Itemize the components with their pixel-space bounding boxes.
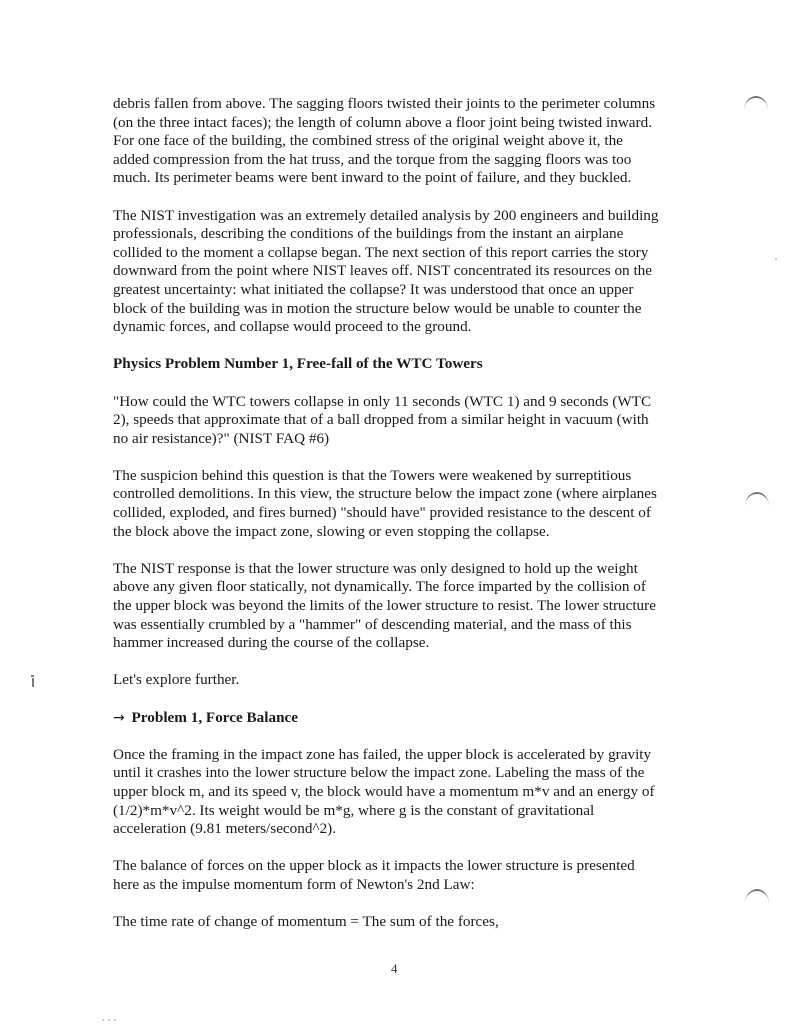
paragraph-nist-response <box>113 560 683 653</box>
margin-mark <box>32 678 34 687</box>
text-line: The NIST investigation was an extremely detailed analysis by 200 engineers and building <box>113 206 659 224</box>
text-line: The suspicion behind this question is that the Towers were weakened by surreptitious <box>113 466 632 484</box>
text-line: downward from the point where NIST leaves off. NIST concentrated its resources on the <box>113 262 653 280</box>
paragraph-balance <box>113 857 683 894</box>
text-line: collided, exploded, and fires burned) "should have" provided resistance to the descent of <box>113 504 651 522</box>
text-line: was essentially crumbled by a "hammer" of descending material, and the mass of this <box>113 615 632 633</box>
paragraph-rate-of-change <box>113 913 683 932</box>
text-line: The NIST response is that the lower structure was only designed to hold up the weight <box>113 559 638 577</box>
text-line: For one face of the building, the combined stress of the original weight above it, the <box>113 132 623 150</box>
text-line: here as the impulse momentum form of Newton's 2nd Law: <box>113 875 475 893</box>
text-line: (on the three intact faces); the length of column above a floor joint being twisted inward. <box>113 113 652 131</box>
text-line: above any given floor statically, not dynamically. The force imparted by the collision of <box>113 578 646 596</box>
text-line: upper block m, and its speed v, the block would have a momentum m*v and an energy of <box>113 782 655 800</box>
text-line: the upper block was beyond the limits of the lower structure to resist. The lower structure <box>113 597 656 615</box>
text-line: controlled demolitions. In this view, the structure below the impact zone (where airplanes <box>113 485 657 503</box>
heading-text: Problem 1, Force Balance <box>131 708 298 726</box>
text-line: until it crashes into the lower structure below the impact zone. Labeling the mass of the <box>113 764 645 782</box>
paragraph-explore <box>113 671 683 690</box>
page-number: 4 <box>391 961 398 976</box>
text-line: hammer increased during the course of the collapse. <box>113 634 430 652</box>
text-line: added compression from the hat truss, and the torque from the sagging floors was too <box>113 150 632 168</box>
text-line: Once the framing in the impact zone has failed, the upper block is accelerated by gravity <box>113 745 652 763</box>
text-line: professionals, describing the conditions of the buildings from the instant an airplane <box>113 225 624 243</box>
paragraph-debris <box>113 95 683 188</box>
text-line: The time rate of change of momentum = The sum of the forces, <box>113 913 499 931</box>
paragraph-framing <box>113 746 683 839</box>
text-line: debris fallen from above. The sagging floors twisted their joints to the perimeter columns <box>113 95 656 112</box>
hole-punch-mark <box>745 492 769 506</box>
text-line: block of the building was in motion the structure below would be unable to counter the <box>113 299 642 317</box>
text-line: much. Its perimeter beams were bent inward to the point of failure, and they buckled. <box>113 169 632 187</box>
text-line: the block above the impact zone, slowing or even stopping the collapse. <box>113 522 550 540</box>
section-heading-force-balance <box>113 709 683 728</box>
paragraph-nist-investigation <box>113 207 683 337</box>
scan-speck <box>775 258 777 260</box>
text-line: (1/2)*m*v^2. Its weight would be m*g, where g is the constant of gravitational <box>113 801 595 819</box>
text-line: no air resistance)?" (NIST FAQ #6) <box>113 429 330 447</box>
hole-punch-mark <box>744 96 768 110</box>
text-line: collided to the moment a collapse began. The next section of this report carries the story <box>113 243 649 261</box>
paragraph-question-quote <box>113 393 683 449</box>
paragraph-suspicion <box>113 467 683 541</box>
text-line: greatest uncertainty: what initiated the collapse? It was understood that once an upper <box>113 280 634 298</box>
scan-speck <box>102 1019 104 1021</box>
section-heading-free-fall: Physics Problem Number 1, Free-fall of the WTC Towers <box>113 355 483 373</box>
scan-speck <box>108 1019 110 1021</box>
text-line: The balance of forces on the upper block as it impacts the lower structure is presented <box>113 857 635 875</box>
text-line: Let's explore further. <box>113 671 240 689</box>
text-line: acceleration (9.81 meters/second^2). <box>113 820 337 838</box>
text-line: "How could the WTC towers collapse in only 11 seconds (WTC 1) and 9 seconds (WTC <box>113 392 652 410</box>
hole-punch-mark <box>745 889 769 903</box>
text-line: 2), speeds that approximate that of a ball dropped from a similar height in vacuum (with <box>113 411 649 429</box>
text-line: dynamic forces, and collapse would proceed to the ground. <box>113 318 472 336</box>
arrow-right-icon: → <box>113 709 125 726</box>
document-body <box>113 95 683 950</box>
scan-speck <box>114 1019 116 1021</box>
